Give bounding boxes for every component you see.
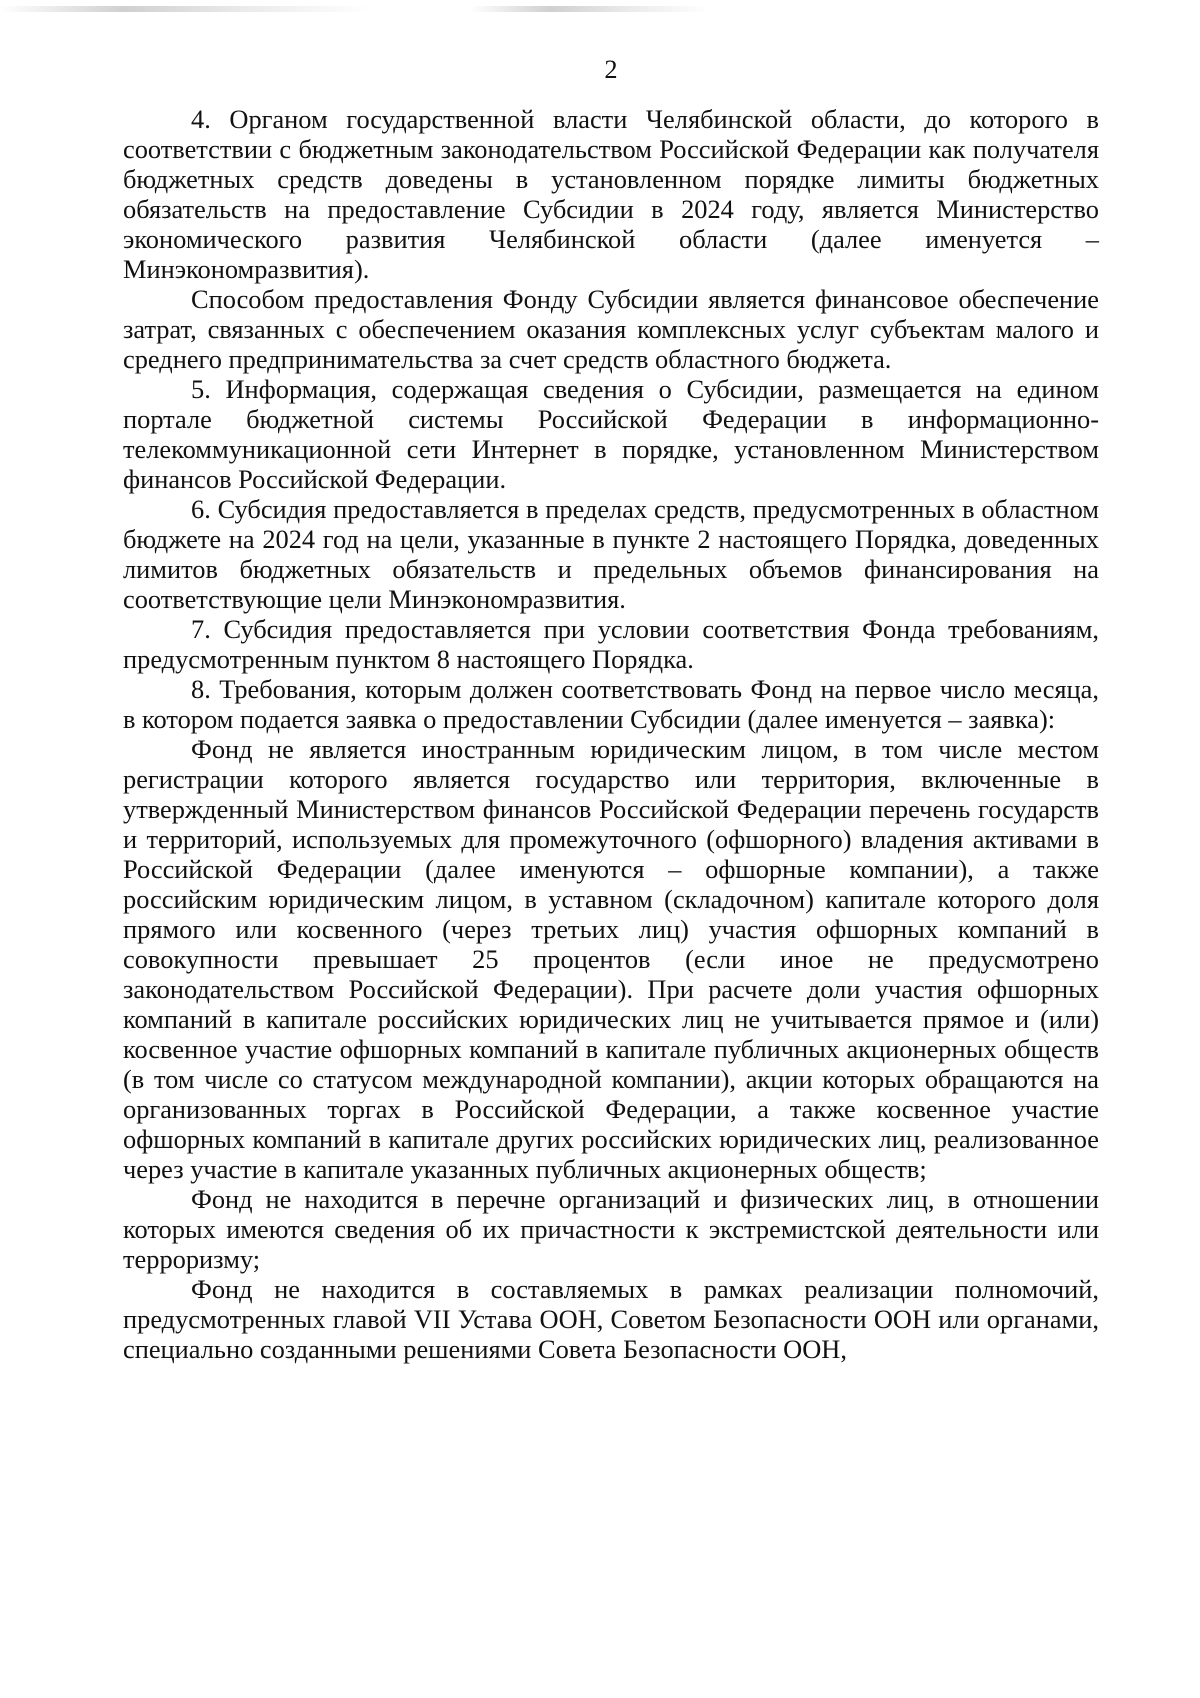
page-number: 2 [604,54,618,84]
paragraph-item-4: 4. Органом государственной власти Челябинской области, до которого в соответствии с бюджетным законодательством Российской Федерации как получателя бюджетных средств доведены в установленном порядке лимиты бюджетных обязательств на предоставление Субсидии в 2024 году, является Министерство экономического развития Челябинской области (далее именуется – Минэкономразвития). [123,104,1099,284]
paragraph-item-5: 5. Информация, содержащая сведения о Субсидии, размещается на едином портале бюджетной системы Российской Федерации в информационно-телекоммуникационной сети Интернет в порядке, установленном Министерством финансов Российской Федерации. [123,374,1099,494]
paragraph-item-7: 7. Субсидия предоставляется при условии соответствия Фонда требованиям, предусмотренным пунктом 8 настоящего Порядка. [123,614,1099,674]
paragraph-item-6: 6. Субсидия предоставляется в пределах средств, предусмотренных в областном бюджете на 2024 год на цели, указанные в пункте 2 настоящего Порядка, доведенных лимитов бюджетных обязательств и предельных объемов финансирования на соответствующие цели Минэкономразвития. [123,494,1099,614]
scan-artifact-left [0,6,370,12]
paragraph-subsidy-method: Способом предоставления Фонду Субсидии является финансовое обеспечение затрат, связанных с обеспечением оказания комплексных услуг субъектам малого и среднего предпринимательства за счет средств областного бюджета. [123,284,1099,374]
scan-artifact-middle [470,6,710,12]
paragraph-un-sanctions-requirement: Фонд не находится в составляемых в рамках реализации полномочий, предусмотренных главой VII Устава ООН, Советом Безопасности ООН или органами, специально созданными решениями Совета Безопасности ООН, [123,1274,1099,1364]
paragraph-offshore-requirement: Фонд не является иностранным юридическим лицом, в том числе местом регистрации которого является государство или территория, включенные в утвержденный Министерством финансов Российской Федерации перечень государств и территорий, используемых для промежуточного (офшорного) владения активами в Российской Федерации (далее именуются – офшорные компании), а также российским юридическим лицом, в уставном (складочном) капитале которого доля прямого или косвенного (через третьих лиц) участия офшорных компаний в совокупности превышает 25 процентов (если иное не предусмотрено законодательством Российской Федерации). При расчете доли участия офшорных компаний в капитале российских юридических лиц не учитывается прямое и (или) косвенное участие офшорных компаний в капитале публичных акционерных обществ (в том числе со статусом международной компании), акции которых обращаются на организованных торгах в Российской Федерации, а также косвенное участие офшорных компаний в капитале других российских юридических лиц, реализованное через участие в капитале указанных публичных акционерных обществ; [123,734,1099,1184]
paragraph-item-8: 8. Требования, которым должен соответствовать Фонд на первое число месяца, в котором подается заявка о предоставлении Субсидии (далее именуется – заявка): [123,674,1099,734]
paragraph-extremism-requirement: Фонд не находится в перечне организаций и физических лиц, в отношении которых имеются сведения об их причастности к экстремистской деятельности или терроризму; [123,1184,1099,1274]
document-page [123,54,1099,1364]
